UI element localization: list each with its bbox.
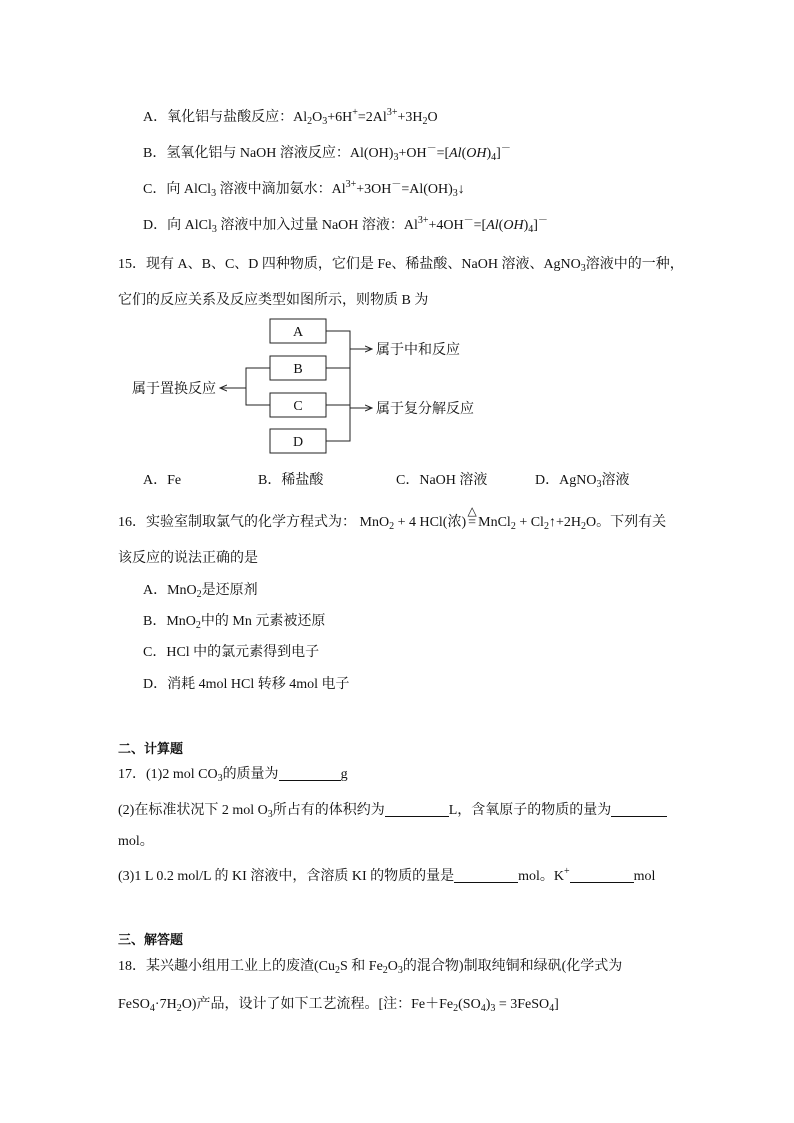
q18-line1: 18．某兴趣小组用工业上的废渣($Cu_2S$ 和 $Fe_2O_3$的混合物)制取纯铜和绿矾(化学式为 bbox=[118, 959, 623, 976]
q15-option-c: C．NaOH 溶液 bbox=[396, 473, 488, 488]
q16-option-d: D．消耗 4mol HCl 转移 4mol 电子 bbox=[143, 677, 350, 692]
box-b-label: B bbox=[293, 362, 303, 377]
answer-blank-2 bbox=[385, 802, 449, 817]
q14-option-a: A．氧化铝与盐酸反应：$Al_2O_3+6H^+=2Al^{3+}+3H_2O$ bbox=[143, 107, 438, 127]
q18-line2: $FeSO_4\cdot 7H_2O$)产品，设计了如下工艺流程。[注：$Fe+Fe_2(SO_4)_3$ = 3FeSO$_4$] bbox=[118, 997, 559, 1014]
box-a-label: A bbox=[292, 325, 304, 340]
q16-stem-line1: 16．实验室制取氯气的化学方程式为： MnO$_2$ + 4 HCl(浓) △ = MnCl$_2$ + $Cl_2↑+2H_2O$。下列有关 bbox=[118, 504, 667, 532]
q16-option-c: C．HCl 中的氯元素得到电子 bbox=[143, 645, 320, 660]
q16-option-a: A．MnO$_2$是还原剂 bbox=[143, 583, 258, 600]
q14-option-c: C．向 AlCl$_3$ 溶液中滴加氨水：$Al^{3+}+3OH^-=Al(OH)_3↓$ bbox=[143, 179, 465, 199]
q17-line1: 17．(1)2 mol $CO_3$的质量为 g bbox=[118, 767, 348, 784]
displacement-label: 属于置换反应 bbox=[132, 382, 216, 397]
q14-option-b: B．氢氧化铝与 NaOH 溶液反应：$Al(OH)_3+OH^-=[Al(OH)_4]^-$ bbox=[143, 143, 511, 163]
q15-option-a: A．Fe bbox=[143, 473, 182, 488]
section-heading-calculation: 二、计算题 bbox=[118, 741, 184, 756]
answer-blank-1 bbox=[279, 766, 341, 781]
double-decomposition-label: 属于复分解反应 bbox=[376, 402, 474, 417]
q15-stem-line1: 15．现有 A、B、C、D 四种物质，它们是 Fe、稀盐酸、NaOH 溶液、AgNO$_3$溶液中的一种， bbox=[118, 257, 684, 274]
q15-option-d: D．AgNO$_3$溶液 bbox=[535, 473, 630, 490]
answer-blank-3 bbox=[611, 802, 667, 817]
answer-blank-4 bbox=[454, 868, 518, 883]
q16-stem-line2: 该反应的说法正确的是 bbox=[118, 551, 258, 566]
section-heading-answer: 三、解答题 bbox=[118, 932, 184, 947]
box-d-label: D bbox=[292, 435, 304, 450]
q17-line2: (2)在标准状况下 2 mol $O_3$所占有的体积约为 L，含氧原子的物质的量为 bbox=[118, 802, 667, 824]
q16-option-b: B．MnO$_2$中的 Mn 元素被还原 bbox=[143, 614, 326, 631]
q15-option-b: B．稀盐酸 bbox=[258, 473, 324, 488]
q14-option-d: D．向 AlCl$_3$ 溶液中加入过量 NaOH 溶液：$Al^{3+}+4OH^-=[Al(OH)_4]^-$ bbox=[143, 215, 548, 235]
answer-blank-5 bbox=[570, 868, 634, 883]
reaction-diagram bbox=[110, 314, 510, 462]
q17-line4: (3)1 L 0.2 mol/L 的 KI 溶液中，含溶质 KI 的物质的量是 mol。K+ mol bbox=[118, 866, 656, 884]
q17-line3: mol。 bbox=[118, 834, 154, 849]
box-c-label: C bbox=[293, 399, 303, 414]
heating-condition: △ = bbox=[467, 504, 477, 530]
neutralization-label: 属于中和反应 bbox=[376, 343, 460, 358]
q15-stem-line2: 它们的反应关系及反应类型如图所示，则物质 B 为 bbox=[118, 293, 429, 308]
